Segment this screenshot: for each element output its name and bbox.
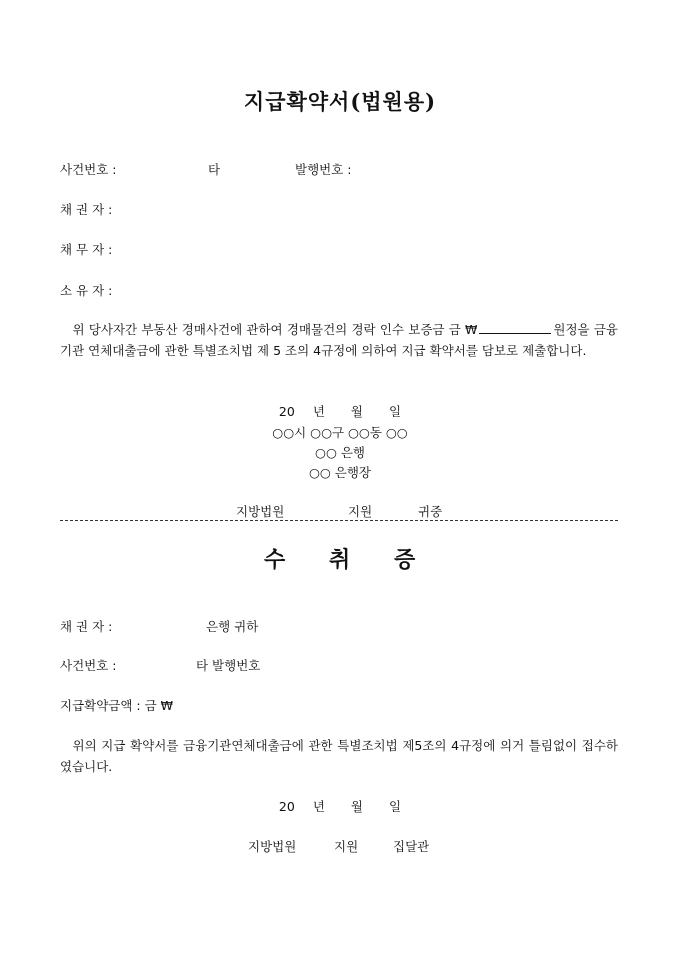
date-month-unit: 월	[350, 404, 363, 419]
paragraph-part-2: 원정을 금융기관 연체대출금에 관한 특별조치법 제 5 조의 4규정에 의하여 지급 확약서를 담보로 제출합니다.	[60, 322, 618, 358]
creditor-label: 채 권 자 :	[60, 202, 113, 217]
document-title: 지급확약서(법원용)	[243, 89, 437, 114]
receipt-amount-label: 지급확약금액 : 금 ₩	[60, 698, 174, 713]
receipt-date-year: 20	[278, 799, 295, 814]
receipt-case-number-label: 사건번호 :	[60, 658, 117, 673]
receipt-signature-branch: 지원	[334, 839, 359, 854]
addressee-suffix: 귀중	[418, 504, 443, 519]
receipt-date-month-unit: 월	[350, 799, 363, 814]
receipt-creditor-label: 채 권 자 :	[60, 619, 113, 634]
receipt-signature-officer: 집달관	[393, 839, 430, 854]
date-day-unit: 일	[388, 404, 402, 419]
issuer-bank: ○○ 은행	[315, 445, 365, 460]
debtor-label: 채 무 자 :	[60, 242, 113, 257]
case-number-ta: 타	[208, 162, 221, 177]
receipt-creditor-value: 은행 귀하	[206, 619, 259, 634]
date-year: 20	[278, 404, 295, 419]
receipt-case-number-value: 타 발행번호	[196, 658, 261, 673]
receipt-date	[0, 797, 680, 815]
receipt-date-year-unit: 년	[312, 799, 325, 814]
case-number-label: 사건번호 :	[60, 162, 117, 177]
amount-blank-line	[479, 321, 551, 334]
receipt-date-day-unit: 일	[388, 799, 402, 814]
receipt-title-char-2: 취	[329, 547, 351, 573]
guarantee-paragraph	[60, 319, 618, 361]
paragraph-part-1: 위 당사자간 부동산 경매사건에 관하여 경매물건의 경락 인수 보증금 금 ₩	[72, 322, 478, 337]
issue-number-label: 발행번호 :	[295, 162, 352, 177]
issuer-address: ○○시 ○○구 ○○동 ○○	[272, 425, 408, 440]
receipt-signature-court: 지방법원	[248, 839, 297, 854]
issue-date	[0, 402, 680, 420]
addressee-branch: 지원	[348, 504, 373, 519]
addressee-court: 지방법원	[236, 504, 285, 519]
receipt-title-char-3: 증	[394, 547, 416, 573]
date-year-unit: 년	[312, 404, 325, 419]
cut-line-divider	[60, 520, 618, 521]
receipt-paragraph: 위의 지급 확약서를 금융기관연체대출금에 관한 특별조치법 제5조의 4규정에 의거 틀림없이 접수하였습니다.	[60, 738, 618, 774]
issuer-bank-head: ○○ 은행장	[308, 465, 371, 480]
owner-label: 소 유 자 :	[60, 283, 113, 298]
receipt-title-char-1: 수	[264, 547, 286, 573]
